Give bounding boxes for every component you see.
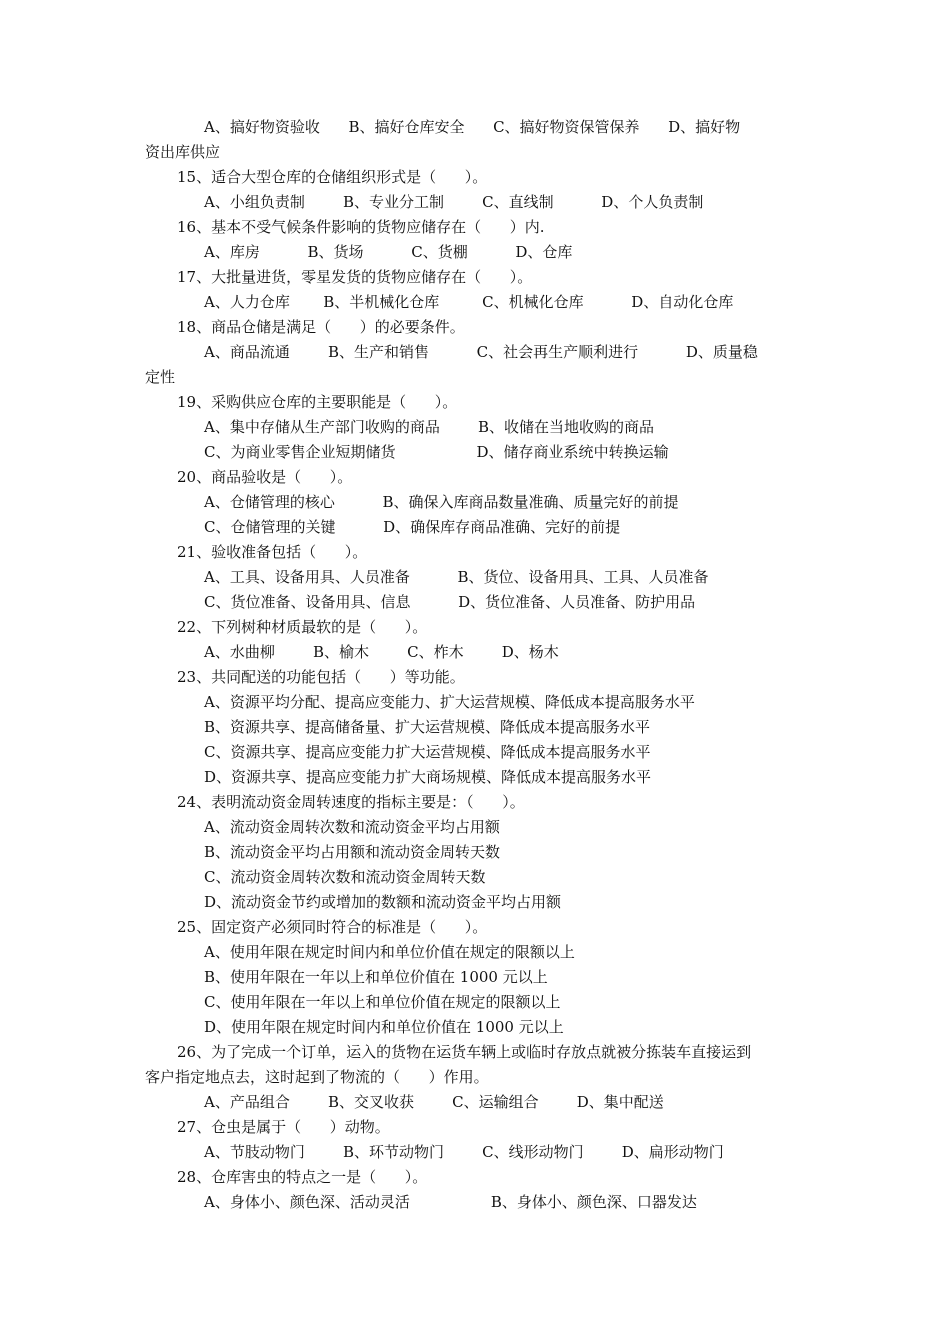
- q14-options-line1: A、搞好物资验收 B、搞好仓库安全 C、搞好物资保管保养 D、搞好物: [204, 118, 741, 136]
- q28-question: 28、仓库害虫的特点之一是（ ）。: [177, 1168, 428, 1186]
- q17-options: A、人力仓库 B、半机械化仓库 C、机械化仓库 D、自动化仓库: [204, 293, 734, 311]
- q17-question: 17、大批量进货，零星发货的货物应储存在（ ）。: [177, 268, 533, 286]
- q24-option-d: D、流动资金节约或增加的数额和流动资金平均占用额: [204, 893, 562, 911]
- q25-option-b: B、使用年限在一年以上和单位价值在 1000 元以上: [204, 968, 548, 986]
- q24-option-b: B、流动资金平均占用额和流动资金周转天数: [204, 843, 501, 861]
- q23-option-c: C、资源共享、提高应变能力扩大运营规模、降低成本提高服务水平: [204, 743, 651, 761]
- q26-options: A、产品组合 B、交叉收获 C、运输组合 D、集中配送: [204, 1093, 664, 1111]
- q18-options-line2: 定性: [145, 368, 176, 386]
- q21-options-ab: A、工具、设备用具、人员准备 B、货位、设备用具、工具、人员准备: [204, 568, 709, 586]
- q25-question: 25、固定资产必须同时符合的标准是（ ）。: [177, 918, 488, 936]
- q19-options-ab: A、集中存储从生产部门收购的商品 B、收储在当地收购的商品: [204, 418, 655, 436]
- q16-options: A、库房 B、货场 C、货棚 D、仓库: [204, 243, 573, 261]
- q21-options-cd: C、货位准备、设备用具、信息 D、货位准备、人员准备、防护用品: [204, 593, 696, 611]
- q20-options-ab: A、仓储管理的核心 B、确保入库商品数量准确、质量完好的前提: [204, 493, 679, 511]
- q23-question: 23、共同配送的功能包括（ ）等功能。: [177, 668, 465, 686]
- q24-option-c: C、流动资金周转次数和流动资金周转天数: [204, 868, 486, 886]
- q28-options-ab: A、身体小、颜色深、活动灵活 B、身体小、颜色深、口器发达: [204, 1193, 697, 1211]
- q23-option-a: A、资源平均分配、提高应变能力、扩大运营规模、降低成本提高服务水平: [204, 693, 695, 711]
- q18-question: 18、商品仓储是满足（ ）的必要条件。: [177, 318, 465, 336]
- q26-question-line2: 客户指定地点去，这时起到了物流的（ ）作用。: [145, 1068, 489, 1086]
- q25-option-d: D、使用年限在规定时间内和单位价值在 1000 元以上: [204, 1018, 564, 1036]
- q24-question: 24、表明流动资金周转速度的指标主要是：（ ）。: [177, 793, 525, 811]
- q23-option-b: B、资源共享、提高储备量、扩大运营规模、降低成本提高服务水平: [204, 718, 651, 736]
- q18-options-line1: A、商品流通 B、生产和销售 C、社会再生产顺利进行 D、质量稳: [204, 343, 758, 361]
- q21-question: 21、验收准备包括（ ）。: [177, 543, 368, 561]
- q20-question: 20、商品验收是（ ）。: [177, 468, 353, 486]
- q26-question-line1: 26、为了完成一个订单，运入的货物在运货车辆上或临时存放点就被分拣装车直接运到: [177, 1043, 752, 1061]
- q25-option-a: A、使用年限在规定时间内和单位价值在规定的限额以上: [204, 943, 575, 961]
- q15-question: 15、适合大型仓库的仓储组织形式是（ ）。: [177, 168, 488, 186]
- q19-question: 19、采购供应仓库的主要职能是（ ）。: [177, 393, 458, 411]
- q19-options-cd: C、为商业零售企业短期储货 D、储存商业系统中转换运输: [204, 443, 669, 461]
- q27-question: 27、仓虫是属于（ ）动物。: [177, 1118, 390, 1136]
- q16-question: 16、基本不受气候条件影响的货物应储存在（ ）内.: [177, 218, 545, 236]
- q20-options-cd: C、仓储管理的关键 D、确保库存商品准确、完好的前提: [204, 518, 621, 536]
- q23-option-d: D、资源共享、提高应变能力扩大商场规模、降低成本提高服务水平: [204, 768, 652, 786]
- q15-options: A、小组负责制 B、专业分工制 C、直线制 D、个人负责制: [204, 193, 704, 211]
- q22-options: A、水曲柳 B、榆木 C、柞木 D、杨木: [204, 643, 559, 661]
- q25-option-c: C、使用年限在一年以上和单位价值在规定的限额以上: [204, 993, 561, 1011]
- q24-option-a: A、流动资金周转次数和流动资金平均占用额: [204, 818, 500, 836]
- q14-options-line2: 资出库供应: [145, 143, 221, 161]
- q27-options: A、节肢动物门 B、环节动物门 C、线形动物门 D、扁形动物门: [204, 1143, 724, 1161]
- q22-question: 22、下列树种材质最软的是（ ）。: [177, 618, 428, 636]
